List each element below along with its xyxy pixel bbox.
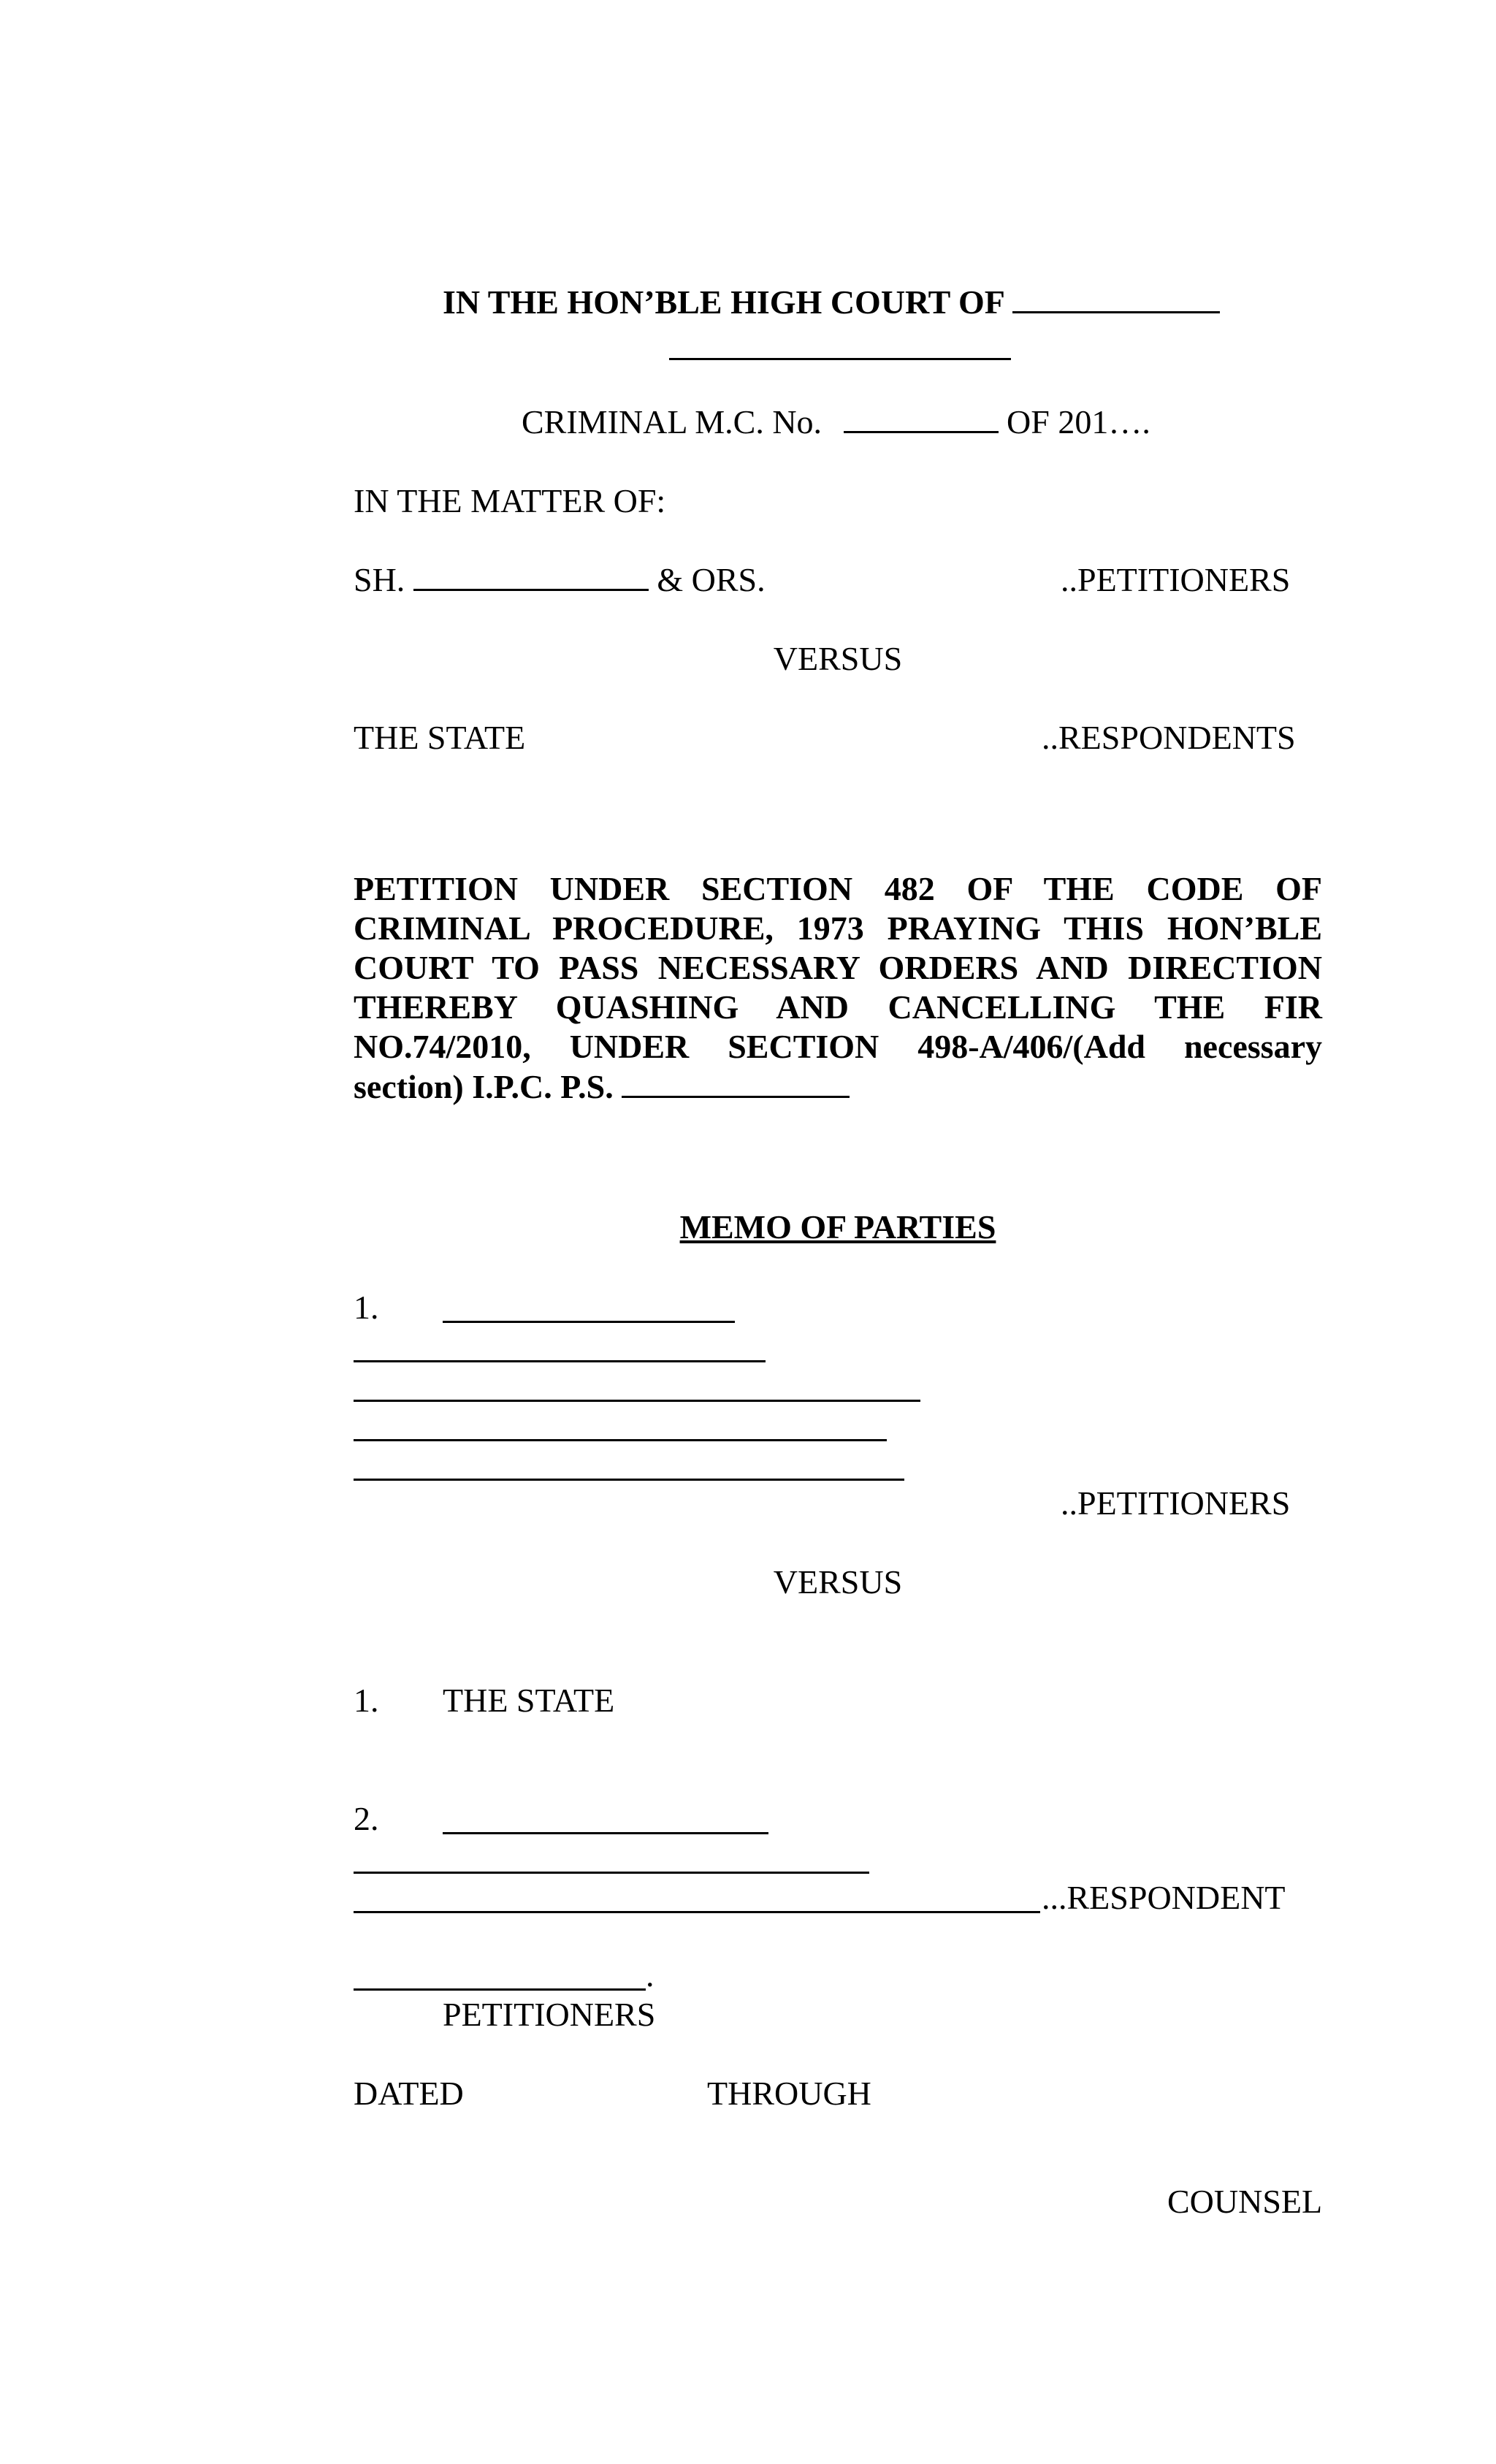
counsel-label: COUNSEL (1167, 2183, 1323, 2220)
memo-petitioner-blank-5 (354, 1479, 904, 1481)
signature-petitioners-label: PETITIONERS (443, 1996, 656, 2033)
court-title-text: IN THE HON’BLE HIGH COURT OF (443, 283, 1004, 321)
memo-respondent-2-blank-2 (354, 1872, 869, 1874)
petitioner-line (354, 560, 766, 600)
petition-line-3: COURT TO PASS NECESSARY ORDERS AND DIRECTION (354, 949, 1322, 986)
court-title (443, 282, 1220, 323)
signature-blank (354, 1988, 646, 1991)
petition-line-5: NO.74/2010, UNDER SECTION 498-A/406/(Add necessary (354, 1028, 1322, 1065)
memo-heading-text: MEMO OF PARTIES (679, 1208, 996, 1246)
petitioner-name-blank (413, 560, 649, 591)
court-name-blank (1012, 282, 1220, 313)
respondents-role: ..RESPONDENTS (1042, 719, 1296, 756)
respondent-name: THE STATE (354, 719, 526, 756)
petition-line-6 (354, 1067, 1322, 1107)
memo-heading (354, 1207, 1322, 1248)
versus-label: VERSUS (773, 640, 903, 677)
memo-respondent-2-blank-1 (443, 1832, 768, 1834)
memo-petitioner-number: 1. (354, 1289, 379, 1326)
memo-petitioner-blank-1 (443, 1321, 735, 1323)
memo-petitioner-blank-4 (354, 1439, 887, 1441)
case-number-blank (844, 402, 999, 433)
dated-label: DATED (354, 2075, 464, 2112)
memo-respondent-2-number: 2. (354, 1800, 379, 1837)
case-number (522, 402, 1150, 443)
memo-versus-label: VERSUS (773, 1563, 903, 1601)
court-name-blank-line-2 (669, 358, 1011, 360)
memo-respondent-1-name: THE STATE (443, 1682, 615, 1719)
case-number-prefix: CRIMINAL M.C. No. (522, 403, 823, 440)
petitioner-prefix: SH. (354, 561, 405, 598)
through-label: THROUGH (707, 2075, 871, 2112)
memo-petitioners-role: ..PETITIONERS (1061, 1484, 1291, 1522)
police-station-blank (622, 1067, 850, 1098)
petition-line-2: CRIMINAL PROCEDURE, 1973 PRAYING THIS HON’BLE (354, 909, 1322, 947)
memo-respondent-1-number: 1. (354, 1682, 379, 1719)
petition-line-4: THEREBY QUASHING AND CANCELLING THE FIR (354, 988, 1322, 1026)
memo-petitioner-blank-2 (354, 1360, 766, 1362)
matter-label: IN THE MATTER OF: (354, 482, 666, 519)
petition-last-line-text: section) I.P.C. P.S. (354, 1068, 614, 1105)
case-number-suffix: OF 201…. (1007, 403, 1150, 440)
petition-line-1: PETITION UNDER SECTION 482 OF THE CODE OF (354, 870, 1322, 907)
memo-respondent-2-blank-3 (354, 1911, 1040, 1913)
petitioners-role: ..PETITIONERS (1061, 561, 1291, 598)
signature-dot: . (646, 1956, 654, 1994)
petitioner-suffix: & ORS. (657, 561, 766, 598)
memo-petitioner-blank-3 (354, 1400, 920, 1402)
memo-respondent-role: ...RESPONDENT (1042, 1879, 1286, 1916)
petition-body (354, 869, 1322, 1107)
